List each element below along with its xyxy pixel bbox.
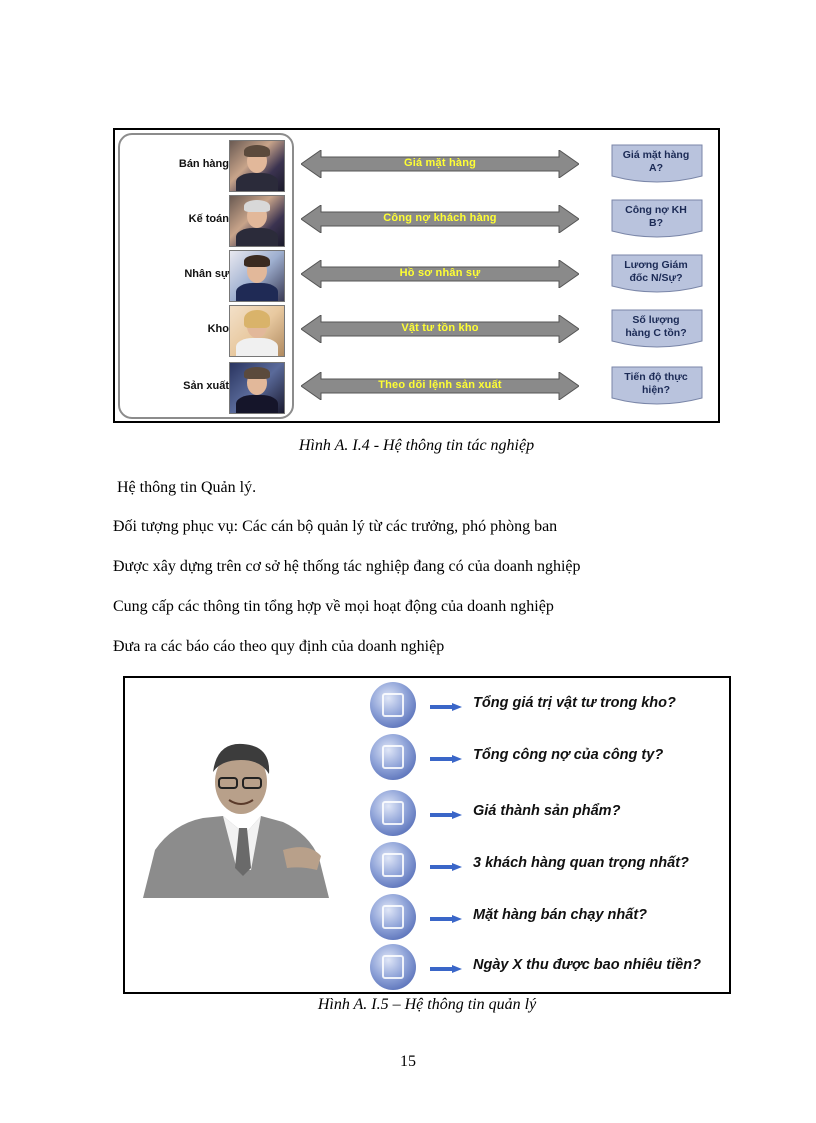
chart-icon xyxy=(370,734,416,780)
result-text: Tiến độ thực hiện? xyxy=(624,371,688,396)
body-line: Đưa ra các báo cáo theo quy định của doanh nghiệp xyxy=(113,638,445,655)
figure1-row-warehouse xyxy=(115,299,718,353)
question-row xyxy=(370,790,730,840)
flow-label: Công nợ khách hàng xyxy=(383,212,497,224)
arrow-right-icon xyxy=(430,965,462,973)
arrow-right-icon xyxy=(430,703,462,711)
arrow-right-icon xyxy=(430,755,462,763)
department-label: Kế toán xyxy=(188,213,229,225)
department-label: Sản xuất xyxy=(183,380,229,392)
operational-info-figure xyxy=(113,128,720,423)
building-icon xyxy=(370,944,416,990)
question-text: 3 khách hàng quan trọng nhất? xyxy=(473,855,689,871)
management-info-figure xyxy=(123,676,731,994)
result-box xyxy=(611,144,703,184)
result-text: Công nợ KH B? xyxy=(625,204,687,229)
building-icon xyxy=(370,682,416,728)
result-text: Giá mặt hàng A? xyxy=(622,149,690,174)
arrow-right-icon xyxy=(430,863,462,871)
question-row xyxy=(370,734,730,784)
employee-photo xyxy=(229,250,285,302)
body-line: Cung cấp các thông tin tổng hợp về mọi hoạt động của doanh nghiệp xyxy=(113,598,554,615)
flow-label: Vật tư tồn kho xyxy=(401,322,479,334)
question-row xyxy=(370,894,730,944)
department-label: Kho xyxy=(207,323,229,335)
figure1-caption: Hình A. I.4 - Hệ thông tin tác nghiệp xyxy=(298,437,535,454)
flow-label: Hồ sơ nhân sự xyxy=(399,267,481,279)
flow-label: Giá mặt hàng xyxy=(403,157,477,169)
result-box xyxy=(611,199,703,239)
employee-photo xyxy=(229,305,285,357)
double-arrow xyxy=(301,150,579,178)
figure1-row-sales xyxy=(115,134,718,188)
manager-photo xyxy=(133,738,333,898)
department-label: Nhân sự xyxy=(184,268,229,280)
question-row xyxy=(370,842,730,892)
document-icon xyxy=(370,790,416,836)
body-line: Được xây dựng trên cơ sở hệ thống tác nghiệp đang có của doanh nghiệp xyxy=(113,558,581,575)
question-text: Giá thành sản phẩm? xyxy=(473,803,621,819)
double-arrow xyxy=(301,372,579,400)
double-arrow xyxy=(301,205,579,233)
employee-photo xyxy=(229,140,285,192)
question-row xyxy=(370,944,730,994)
double-arrow xyxy=(301,260,579,288)
people-icon xyxy=(370,842,416,888)
employee-photo xyxy=(229,362,285,414)
figure1-row-production xyxy=(115,356,718,410)
figure1-row-hr xyxy=(115,244,718,298)
arrow-right-icon xyxy=(430,915,462,923)
result-box xyxy=(611,309,703,349)
question-text: Tổng công nợ của công ty? xyxy=(473,747,664,763)
result-text: Lương Giám đốc N/Sự? xyxy=(624,259,688,284)
department-label: Bán hàng xyxy=(178,158,229,170)
page-number: 15 xyxy=(400,1053,416,1070)
question-text: Mặt hàng bán chạy nhất? xyxy=(473,907,648,923)
question-text: Tổng giá trị vật tư trong kho? xyxy=(473,695,676,711)
question-row xyxy=(370,682,730,732)
result-text: Số lượng hàng C tồn? xyxy=(625,314,687,339)
employee-photo xyxy=(229,195,285,247)
result-box xyxy=(611,254,703,294)
double-arrow xyxy=(301,315,579,343)
computer-icon xyxy=(370,894,416,940)
arrow-right-icon xyxy=(430,811,462,819)
question-text: Ngày X thu được bao nhiêu tiền? xyxy=(473,957,701,973)
figure1-row-accounting xyxy=(115,189,718,243)
flow-label: Theo dõi lệnh sản xuất xyxy=(378,379,502,391)
section-heading: Hệ thông tin Quản lý. xyxy=(117,479,257,496)
figure2-caption: Hình A. I.5 – Hệ thông tin quản lý xyxy=(317,996,537,1013)
body-line: Đối tượng phục vụ: Các cán bộ quản lý từ các trưởng, phó phòng ban xyxy=(113,518,558,535)
result-box xyxy=(611,366,703,406)
